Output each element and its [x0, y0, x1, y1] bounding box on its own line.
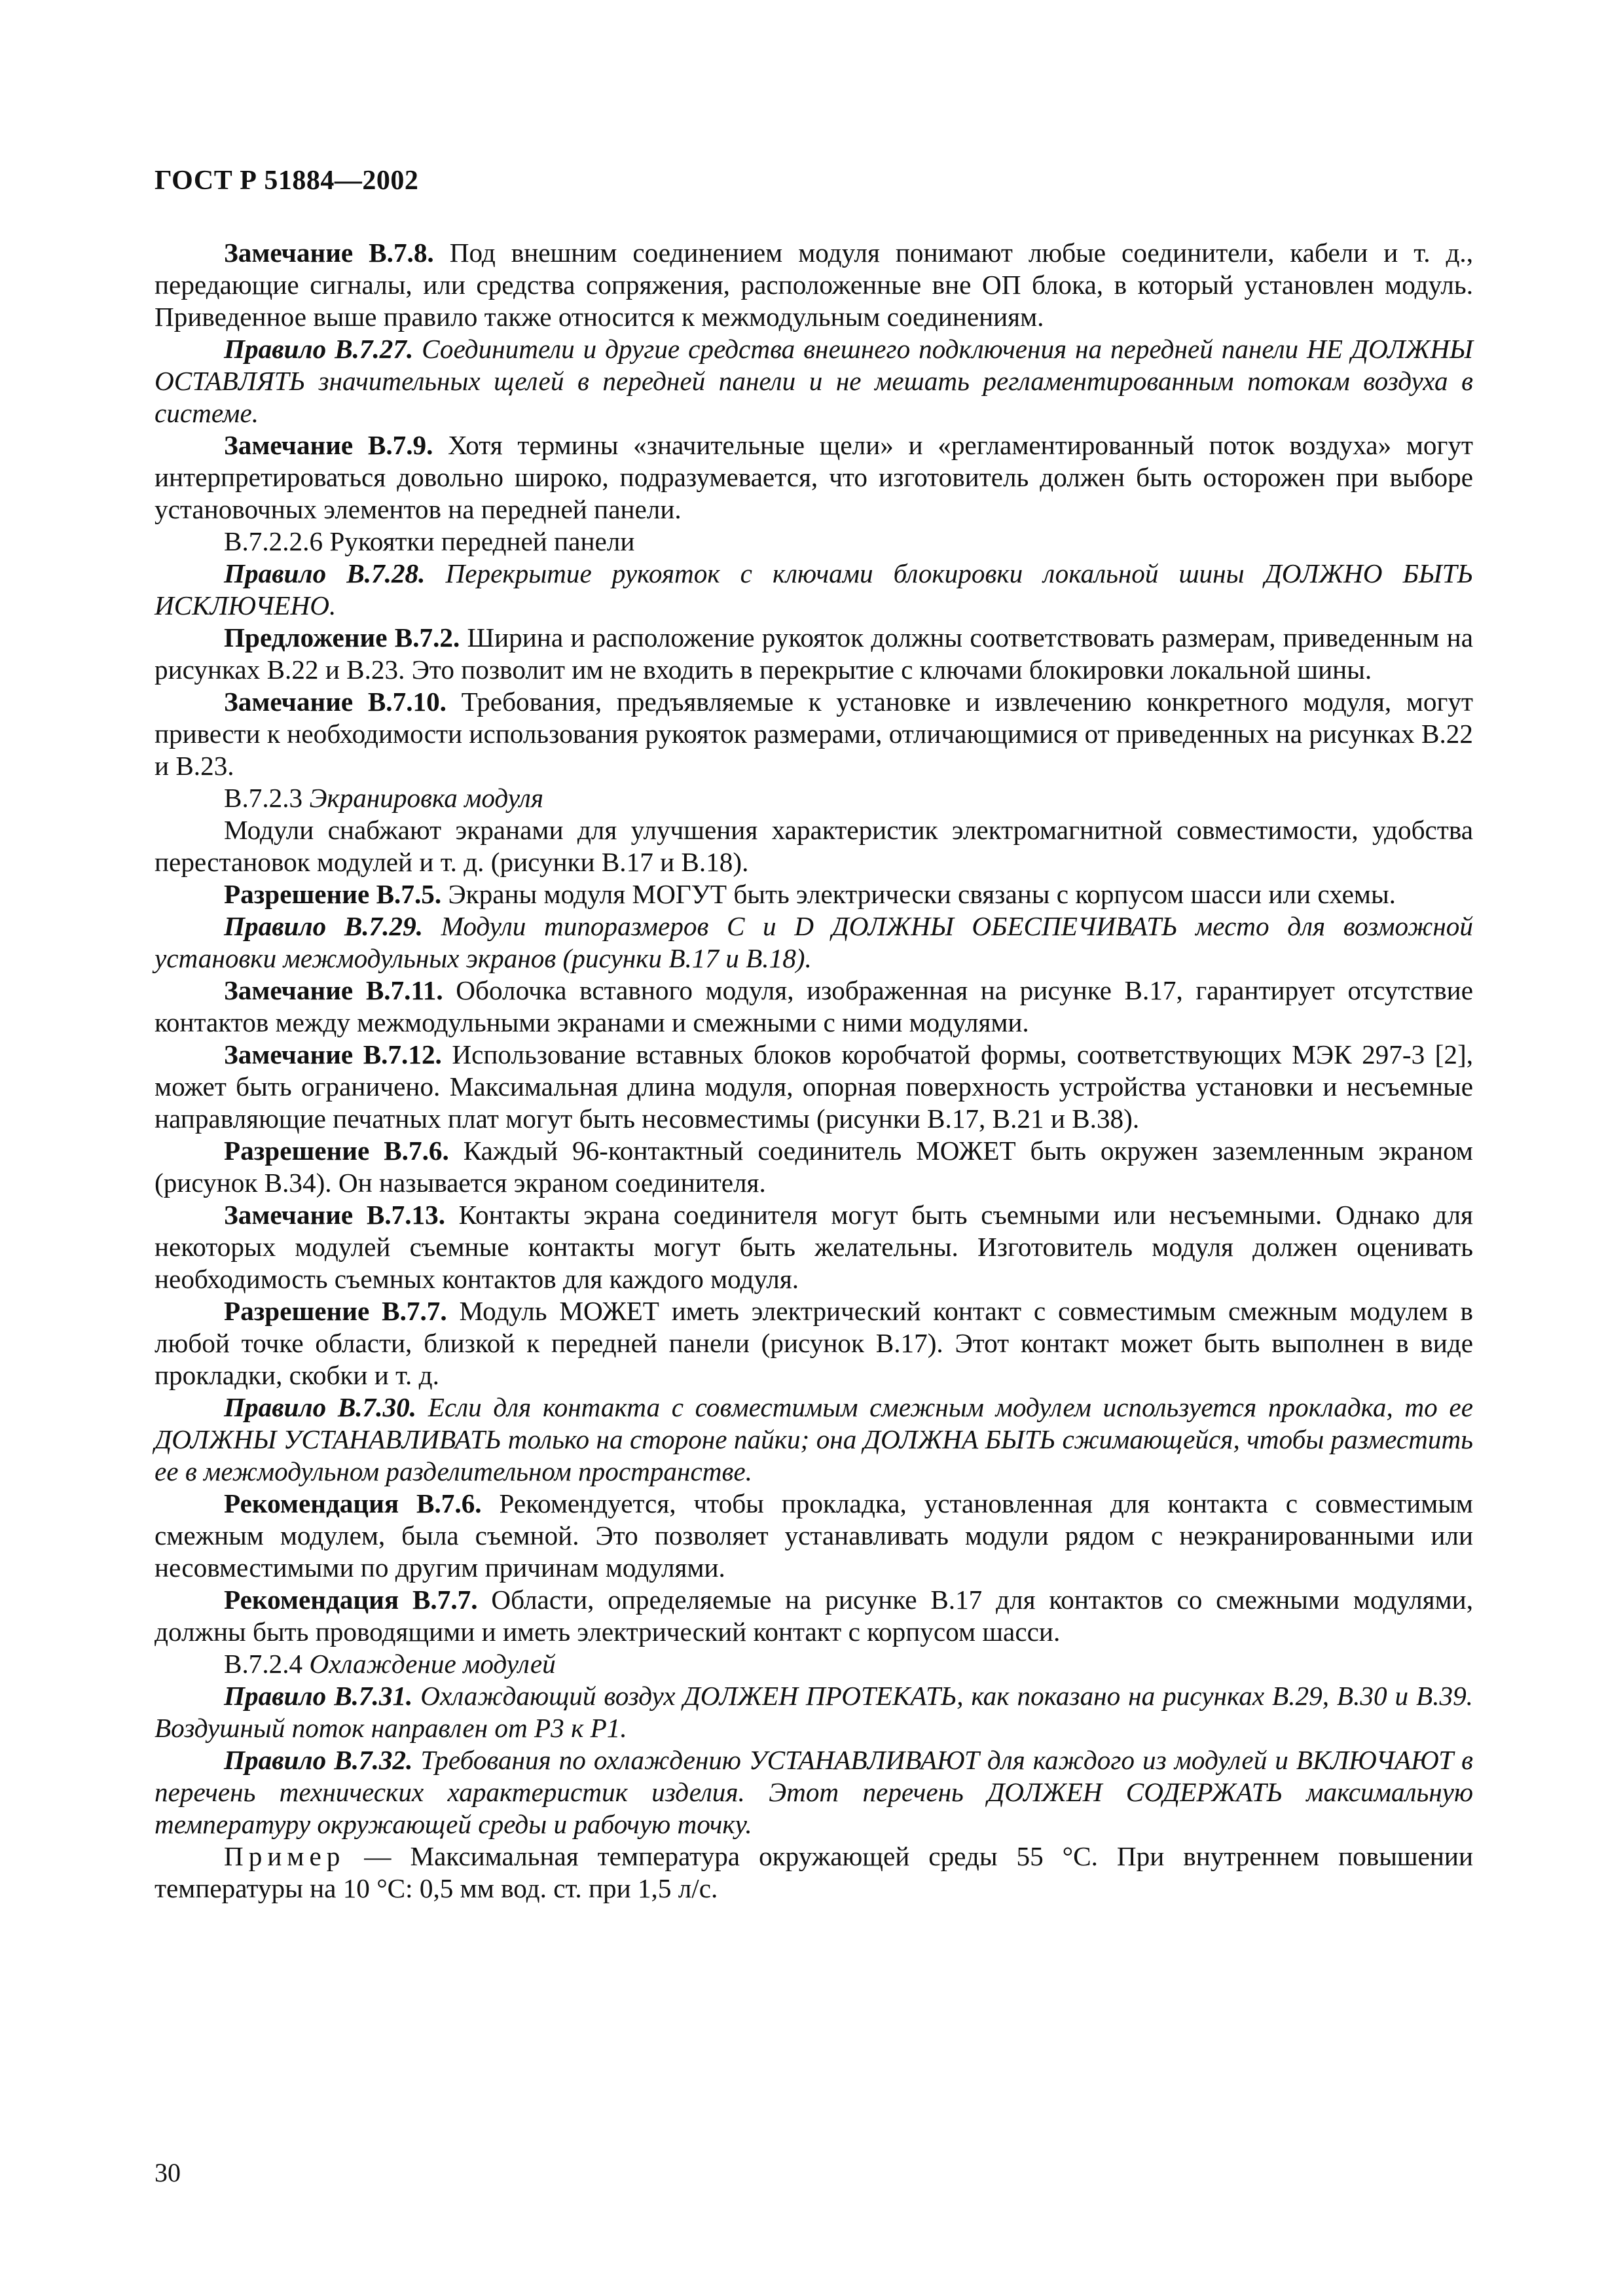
document-body — [155, 237, 1473, 1905]
paragraph-recommendation-b-7-7: Рекомендация В.7.7. Области, определяемые на рисунке В.17 для контактов со смежными модулями, должны быть проводящими и иметь электрический контакт с корпусом шасси. — [155, 1585, 1474, 1647]
paragraph-rule-b-7-28: Правило В.7.28. Перекрытие рукояток с ключами блокировки локальной шины ДОЛЖНО БЫТЬ ИСКЛЮЧЕНО. — [155, 558, 1473, 620]
paragraph-rule-b-7-31: Правило В.7.31. Охлаждающий воздух ДОЛЖЕН ПРОТЕКАТЬ, как показано на рисунках В.29, В.30 и В.39. Воздушный поток направлен от Р3 к Р1. — [155, 1681, 1473, 1743]
paragraph-example: Пример — Максимальная температура окружающей среды 55 °С. При внутреннем повышении температуры на 10 °С: 0,5 мм вод. ст. при 1,5 л/с. — [155, 1841, 1473, 1903]
paragraph-remark-b-7-11: Замечание В.7.11. Оболочка вставного модуля, изображенная на рисунке В.17, гарантирует отсутствие контактов между межмодульными экранами и смежными с ними модулями. — [155, 975, 1473, 1037]
section-heading-b-7-2-3: В.7.2.3 Экранировка модуля — [224, 783, 544, 813]
paragraph-permission-b-7-7: Разрешение В.7.7. Модуль МОЖЕТ иметь электрический контакт с совместимым смежным модулем в любой точке области, близкой к передней панели (рисунок В.17). Этот контакт может быть выполнен в виде прокладки, скобки и т. д. — [155, 1296, 1473, 1390]
paragraph-remark-b-7-9: Замечание В.7.9. Хотя термины «значительные щели» и «регламентированный поток воздуха» могут интерпретироваться довольно широко, подразумевается, что изготовитель должен быть осторожен при выборе установочных элементов на передней панели. — [155, 430, 1473, 524]
paragraph-remark-b-7-13: Замечание В.7.13. Контакты экрана соединителя могут быть съемными или несъемными. Однако для некоторых модулей съемные контакты могут быть желательны. Изготовитель модуля должен оценивать необходимость съемных контактов для каждого модуля. — [155, 1200, 1473, 1294]
paragraph-remark-b-7-8: Замечание В.7.8. Под внешним соединением модуля понимают любые соединители, кабели и т. д., передающие сигналы, или средства сопряжения, расположенные вне ОП блока, в который установлен модуль. Приведенное выше правило также относится к межмодульным соединениям. — [155, 238, 1474, 332]
paragraph-module-shielding: Модули снабжают экранами для улучшения характеристик электромагнитной совместимости, удобства перестановок модулей и т. д. (рисунки В.17 и В.18). — [155, 815, 1473, 877]
page-number: 30 — [155, 2158, 181, 2187]
paragraph-recommendation-b-7-6: Рекомендация В.7.6. Рекомендуется, чтобы прокладка, установленная для контакта с совместимым смежным модулем, была съемной. Это позволяет устанавливать модули рядом с неэкранированными или несовместимыми по другим причинам модулями. — [155, 1488, 1473, 1583]
document-header: ГОСТ Р 51884—2002 — [155, 166, 419, 196]
paragraph-rule-b-7-32: Правило В.7.32. Требования по охлаждению УСТАНАВЛИВАЮТ для каждого из модулей и ВКЛЮЧАЮТ в перечень технических характеристик изделия. Этот перечень ДОЛЖЕН СОДЕРЖАТЬ максимальную температуру окружающей среды и рабочую точку. — [155, 1745, 1473, 1839]
paragraph-remark-b-7-10: Замечание В.7.10. Требования, предъявляемые к установке и извлечению конкретного модуля, могут привести к необходимости использования рукояток размерами, отличающимися от приведенных на рисунках В.22 и В.23. — [155, 687, 1473, 781]
paragraph-remark-b-7-12: Замечание В.7.12. Использование вставных блоков коробчатой формы, соответствующих МЭК 297-3 [2], может быть ограничено. Максимальная длина модуля, опорная поверхность устройства установки и несъемные направляющие печатных плат могут быть несовместимы (рисунки В.17, В.21 и В.38). — [155, 1039, 1473, 1134]
paragraph-rule-b-7-27: Правило В.7.27. Соединители и другие средства внешнего подключения на передней панели НЕ ДОЛЖНЫ ОСТАВЛЯТЬ значительных щелей в передней панели и не мешать регламентированным потокам воздуха в системе. — [155, 334, 1473, 428]
paragraph-rule-b-7-29: Правило В.7.29. Модули типоразмеров С и D ДОЛЖНЫ ОБЕСПЕЧИВАТЬ место для возможной установки межмодульных экранов (рисунки В.17 и В.18). — [155, 911, 1473, 973]
paragraph-proposal-b-7-2: Предложение В.7.2. Ширина и расположение рукояток должны соответствовать размерам, приведенным на рисунках В.22 и В.23. Это позволит им не входить в перекрытие с ключами блокировки локальной шины. — [155, 622, 1473, 685]
section-heading-b-7-2-4: В.7.2.4 Охлаждение модулей — [224, 1649, 556, 1679]
paragraph-permission-b-7-5: Разрешение В.7.5. Экраны модуля МОГУТ быть электрически связаны с корпусом шасси или схемы. — [224, 879, 1396, 909]
paragraph-rule-b-7-30: Правило В.7.30. Если для контакта с совместимым смежным модулем используется прокладка, то ее ДОЛЖНЫ УСТАНАВЛИВАТЬ только на стороне пайки; она ДОЛЖНА БЫТЬ сжимающейся, чтобы разместить ее в межмодульном разделительном пространстве. — [155, 1392, 1473, 1486]
section-heading-b-7-2-2-6: В.7.2.2.6 Рукоятки передней панели — [224, 526, 635, 556]
paragraph-permission-b-7-6: Разрешение В.7.6. Каждый 96-контактный соединитель МОЖЕТ быть окружен заземленным экраном (рисунок В.34). Он называется экраном соединителя. — [155, 1136, 1473, 1198]
